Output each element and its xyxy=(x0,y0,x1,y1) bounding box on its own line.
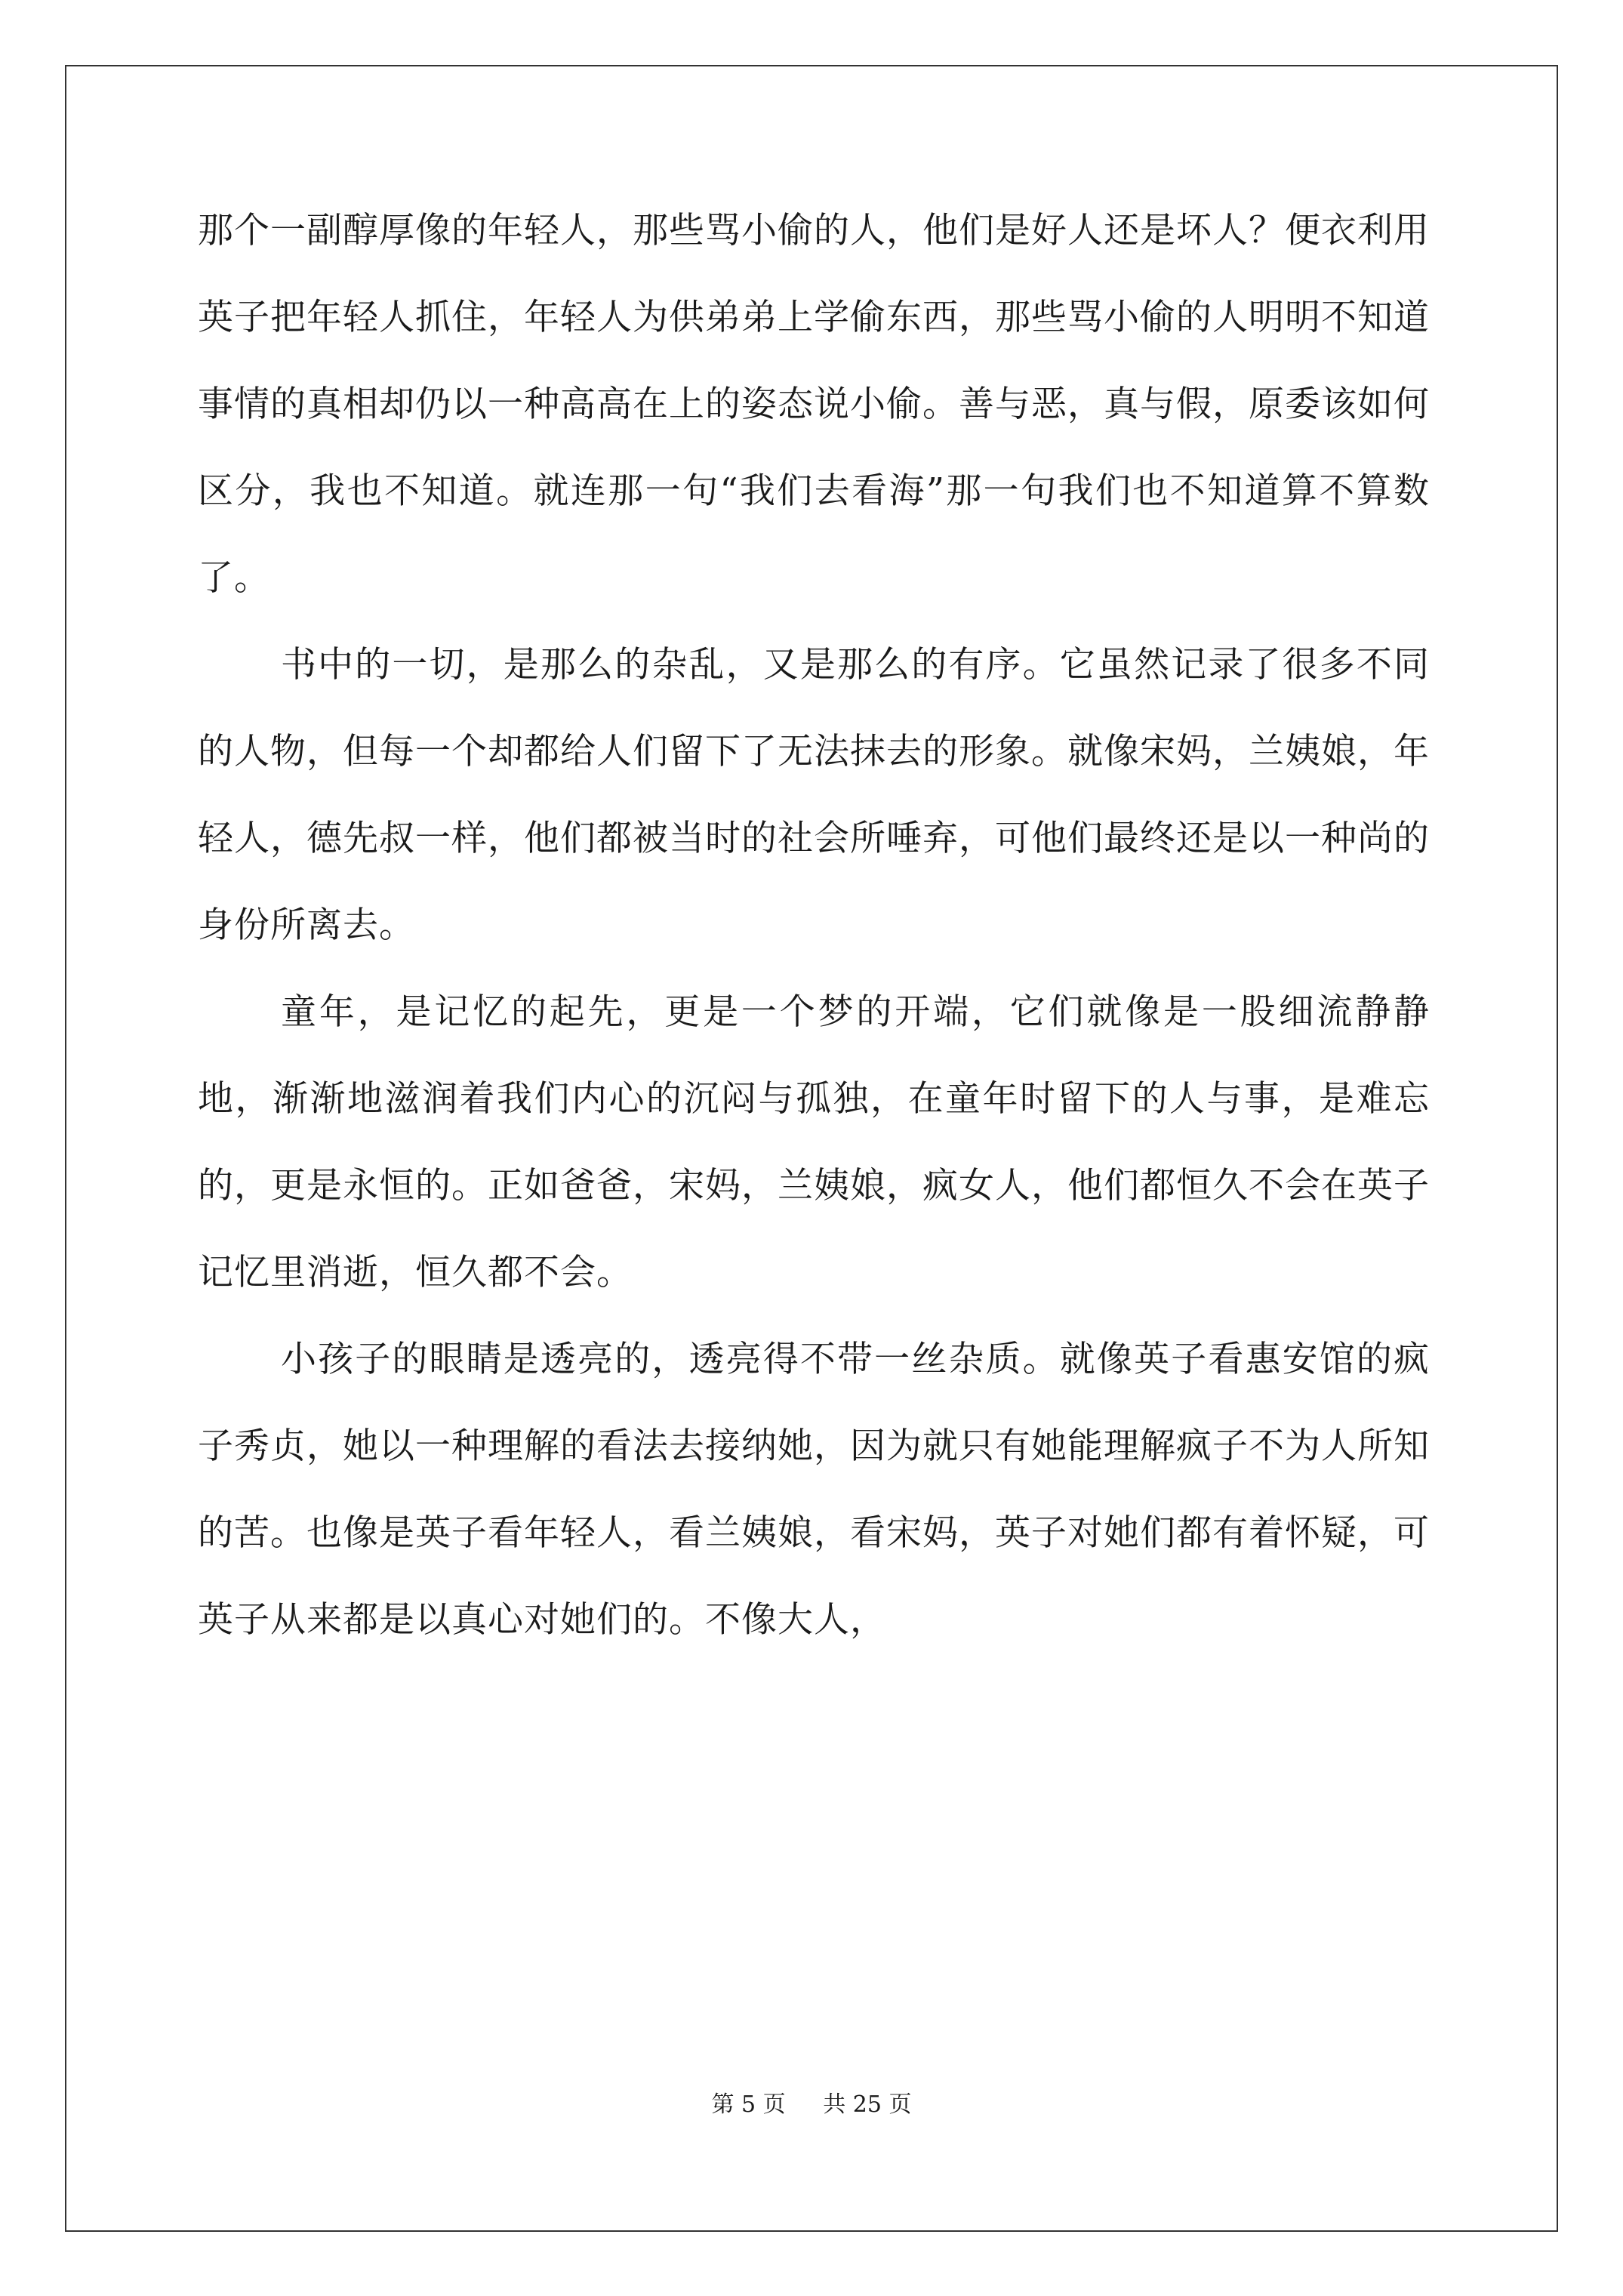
paragraph-4: 小孩子的眼睛是透亮的，透亮得不带一丝杂质。就像英子看惠安馆的疯子秀贞，她以一种理解的看法去接纳她，因为就只有她能理解疯子不为人所知的苦。也像是英子看年轻人，看兰姨娘，看宋妈，英子对她们都有着怀疑，可英子从来都是以真心对她们的。不像大人， xyxy=(198,1339,1430,1641)
paragraph-1: 那个一副醇厚像的年轻人，那些骂小偷的人，他们是好人还是坏人？便衣利用英子把年轻人抓住，年轻人为供弟弟上学偷东西，那些骂小偷的人明明不知道事情的真相却仍以一种高高在上的姿态说小偷。善与恶，真与假，原委该如何区分，我也不知道。就连那一句“我们去看海”那一句我们也不知道算不算数了。 xyxy=(198,210,1430,599)
page-total: 共 25 页 xyxy=(823,2091,912,2118)
page-number: 第 5 页 xyxy=(711,2091,786,2118)
page-footer xyxy=(0,2090,1623,2120)
paragraph-2: 书中的一切，是那么的杂乱，又是那么的有序。它虽然记录了很多不同的人物，但每一个却都给人们留下了无法抹去的形象。就像宋妈，兰姨娘，年轻人，德先叔一样，他们都被当时的社会所唾弃，可他们最终还是以一种尚的身份所离去。 xyxy=(198,644,1430,946)
paragraph-3: 童年，是记忆的起先，更是一个梦的开端，它们就像是一股细流静静地，渐渐地滋润着我们内心的沉闷与孤独，在童年时留下的人与事，是难忘的，更是永恒的。正如爸爸，宋妈，兰姨娘，疯女人，他们都恒久不会在英子记忆里消逝，恒久都不会。 xyxy=(198,991,1430,1293)
document-body xyxy=(198,187,1430,1663)
